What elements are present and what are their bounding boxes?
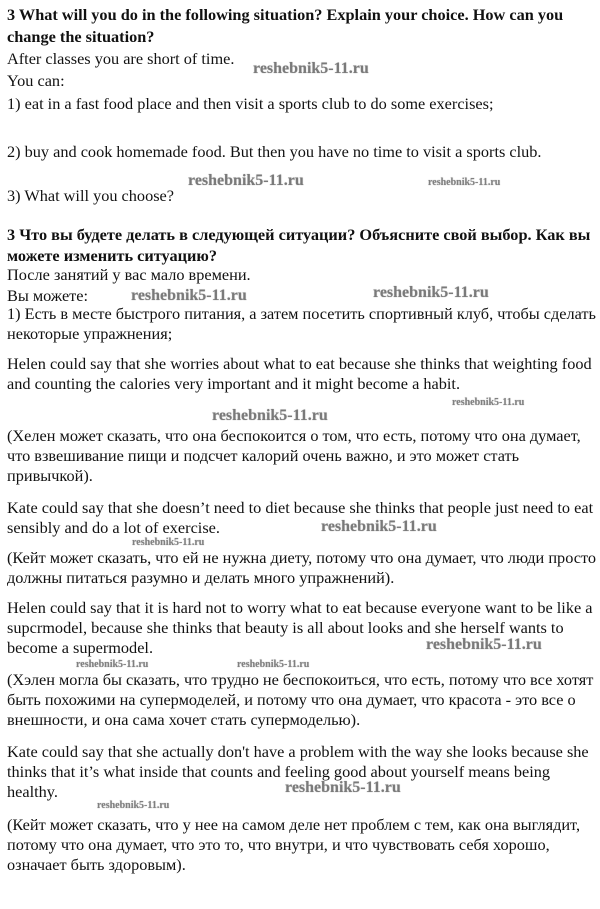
russian-task-intro: После занятий у вас мало времени.: [7, 265, 251, 284]
russian-option-1: 1) Есть в месте быстрого питания, а затем посетить спортивный клуб, чтобы сделать некоторые упражнения;: [7, 304, 596, 343]
english-option-3: 3) What will you choose?: [7, 186, 174, 205]
watermark: reshebnik5-11.ru: [132, 537, 205, 548]
watermark: reshebnik5-11.ru: [373, 284, 489, 301]
russian-task-heading: 3 Что вы будете делать в следующей ситуации? Объясните свой выбор. Как вы можете изменить ситуацию?: [7, 225, 591, 265]
watermark: reshebnik5-11.ru: [285, 779, 401, 796]
watermark: reshebnik5-11.ru: [321, 518, 437, 535]
answer-3-ru: (Хэлен могла бы сказать, что трудно не беспокоиться, что есть, потому что все хотят быть похожими на супермоделей, и потому что она думает, что красота - это все о внешности, и она сама хочет стать супермоделью).: [7, 670, 594, 729]
answer-2-ru: (Кейт может сказать, что ей не нужна диету, потому что она думает, что люди просто должны питаться разумно и делать много упражнений).: [7, 548, 597, 587]
english-task-heading: 3 What will you do in the following situation? Explain your choice. How can you change the situation?: [7, 5, 564, 46]
watermark: reshebnik5-11.ru: [253, 60, 369, 77]
russian-task-you-can: Вы можете:: [7, 286, 89, 305]
answer-4-ru: (Кейт может сказать, что у нее на самом деле нет проблем с тем, как она выглядит, потому что она думает, что это то, что внутри, и что чувствовать себя хорошо, означает быть здоровым).: [7, 815, 581, 874]
english-option-1: 1) eat in a fast food place and then visit a sports club to do some exercises;: [7, 94, 494, 113]
watermark: reshebnik5-11.ru: [97, 800, 170, 811]
watermark: reshebnik5-11.ru: [188, 172, 304, 189]
watermark: reshebnik5-11.ru: [212, 407, 328, 424]
answer-1-ru: (Хелен может сказать, что она беспокоится о том, что есть, потому что она думает, что взвешивание пищи и подсчет калорий очень важно, и это может стать привычкой).: [7, 426, 581, 485]
watermark: reshebnik5-11.ru: [76, 659, 149, 670]
english-task-you-can: You can:: [7, 71, 65, 90]
watermark: reshebnik5-11.ru: [452, 397, 525, 408]
watermark: reshebnik5-11.ru: [426, 636, 542, 653]
english-option-2: 2) buy and cook homemade food. But then you have no time to visit a sports club.: [7, 142, 542, 161]
watermark: reshebnik5-11.ru: [237, 659, 310, 670]
answer-2-en: Kate could say that she doesn’t need to diet because she thinks that people just need to eat sensibly and do a lot of exercise.: [7, 498, 594, 537]
answer-4-en: Kate could say that she actually don't have a problem with the way she looks because she thinks that it’s what inside that counts and feeling good about yourself means being healthy.: [7, 742, 589, 801]
watermark: reshebnik5-11.ru: [428, 177, 501, 188]
answer-1-en: Helen could say that she worries about what to eat because she thinks that weighting food and counting the calories very important and it might become a habit.: [7, 354, 592, 393]
english-task-intro: After classes you are short of time.: [7, 49, 235, 68]
answer-3-en: Helen could say that it is hard not to worry what to eat because everyone want to be like a supcrmodel, because she thinks that beauty is all about looks and she herself wants to become a supermodel.: [7, 598, 593, 657]
watermark: reshebnik5-11.ru: [131, 287, 247, 304]
